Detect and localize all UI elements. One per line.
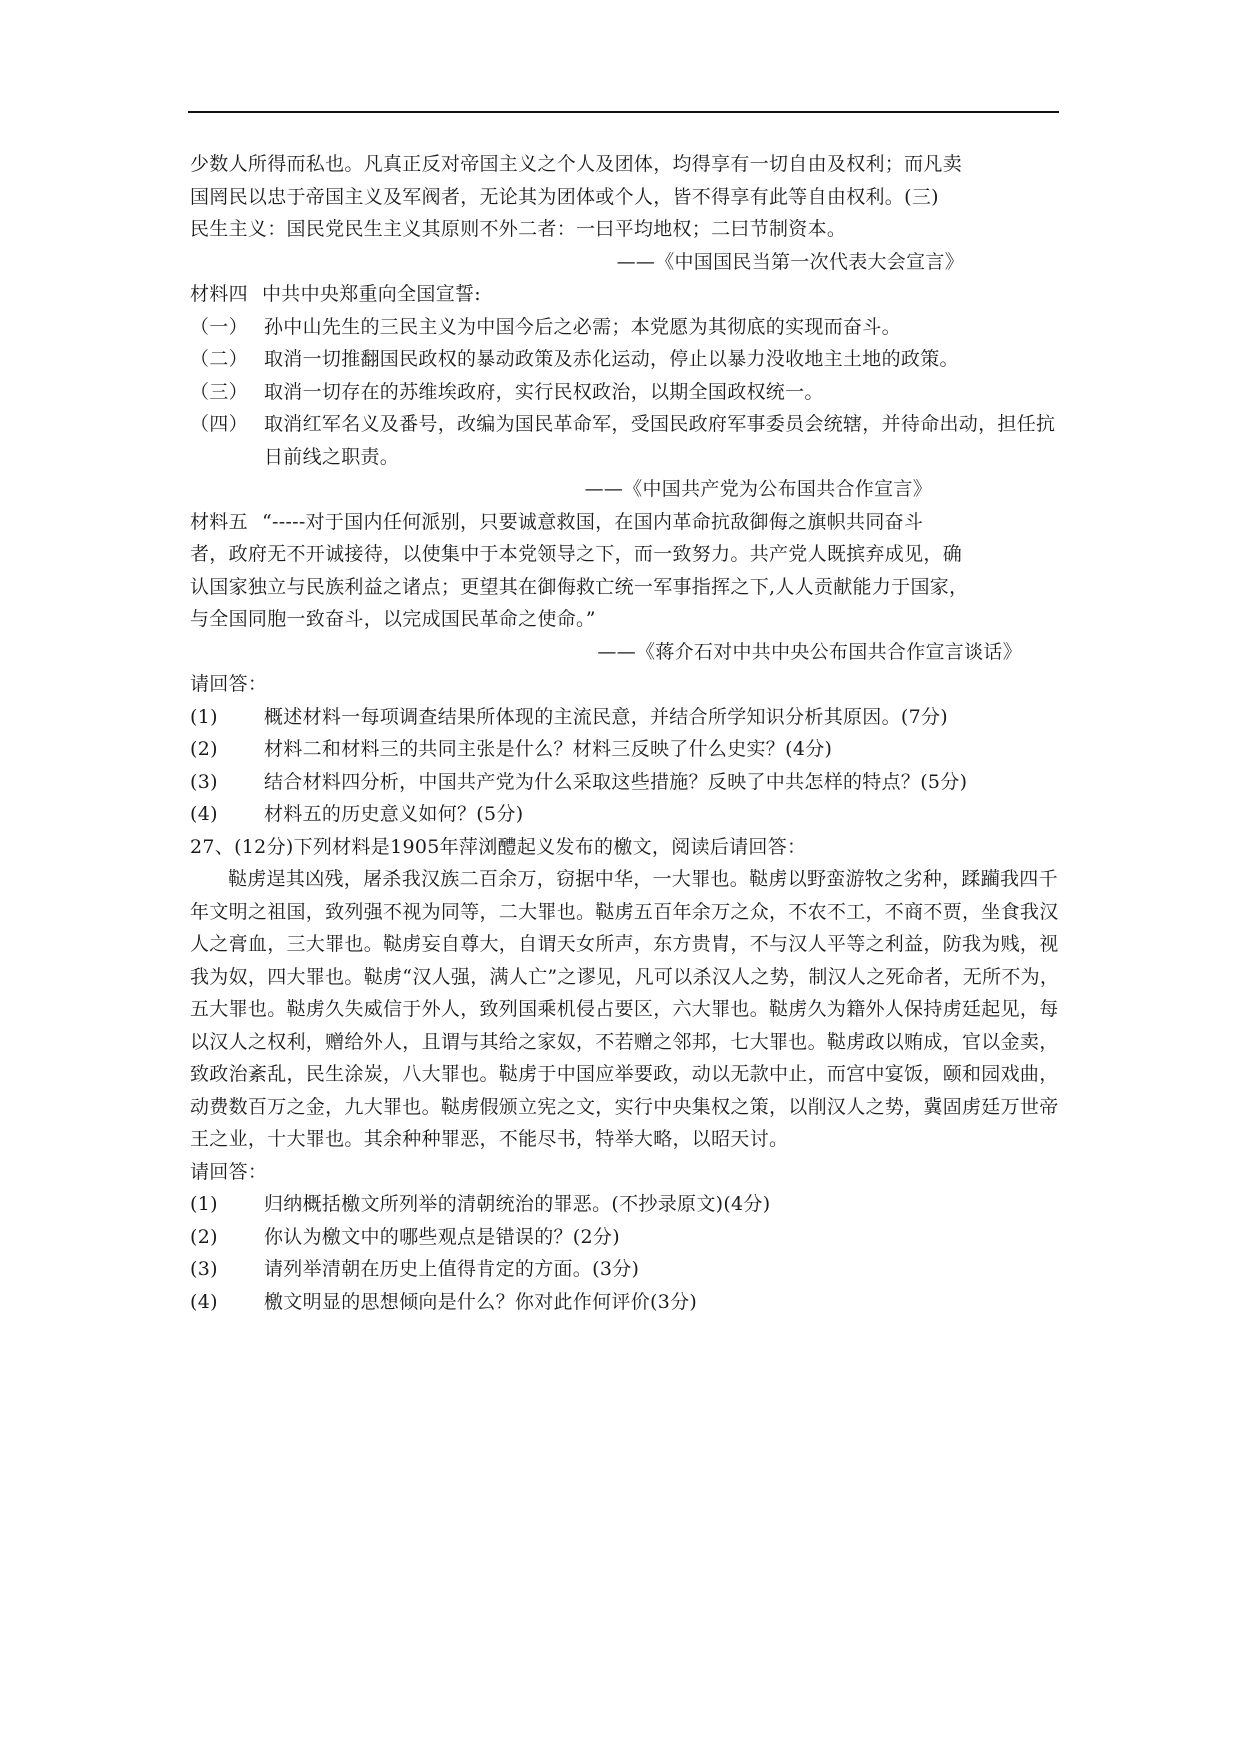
item-text: 结合材料四分析，中国共产党为什么采取这些措施？反映了中共怎样的特点？(5分) — [264, 770, 968, 793]
item-number: (1) — [190, 705, 218, 728]
item-number: （一） — [190, 315, 248, 338]
material-5-line: 与全国同胞一致奋斗，以完成国民革命之使命。” — [190, 608, 596, 630]
material-4-item — [190, 408, 1062, 473]
item-number: （三） — [190, 380, 248, 403]
item-text: 檄文明显的思想倾向是什么？你对此作何评价(3分) — [264, 1290, 698, 1313]
page-content — [190, 148, 1062, 1318]
item-text: 孙中山先生的三民主义为中国今后之必需；本党愿为其彻底的实现而奋斗。 — [264, 315, 901, 338]
material-4-intro: 中共中央郑重向全国宣誓: — [262, 283, 482, 305]
question-27-material: 鞑虏逞其凶残，屠杀我汉族二百余万，窃据中华，一大罪也。鞑虏以野蛮游牧之劣种，蹂躏我四千年文明之祖国，致列强不视为同等，二大罪也。鞑虏五百年余万之众，不农不工，不商不贾，坐食我汉人之膏血，三大罪也。鞑虏妄自尊大，自谓天女所声，东方贵胄，不与汉人平等之利益，防我为贱，视我为奴，四大罪也。鞑虏“汉人强，满人亡”之谬见，凡可以杀汉人之势，制汉人之死命者，无所不为，五大罪也。鞑虏久失威信于外人，致列国乘机侵占要区，六大罪也。鞑虏久为籍外人保持虏廷起见，每以汉人之权利，赠给外人，且谓与其给之家奴，不若赠之邻邦，七大罪也。鞑虏政以贿成，官以金卖，致政治紊乱，民生涂炭，八大罪也。鞑虏于中国应举要政，动以无款中止，而宫中宴饭，颐和园戏曲，动费数百万之金，九大罪也。鞑虏假颁立宪之文，实行中央集权之策，以削汉人之势，冀固虏廷万世帝王之业，十大罪也。其余种种罪恶，不能尽书，特举大略，以昭天讨。 — [190, 868, 1060, 1150]
material-3-attribution: ——《中国国民当第一次代表大会宣言》 — [616, 250, 964, 273]
question-26-item — [190, 733, 1062, 766]
item-text: 请列举清朝在历史上值得肯定的方面。(3分) — [264, 1258, 640, 1280]
question-26-item — [190, 766, 1062, 799]
header-rule — [188, 111, 1059, 113]
question-26-item — [190, 701, 1062, 734]
item-text: 概述材料一每项调查结果所体现的主流民意，并结合所学知识分析其原因。(7分) — [264, 705, 949, 728]
item-text: 取消一切推翻国民政权的暴动政策及赤化运动，停止以暴力没收地主土地的政策。 — [264, 348, 959, 370]
item-number: （二） — [190, 348, 248, 370]
item-number: (3) — [190, 770, 218, 793]
material-3-line: 少数人所得而私也。凡真正反对帝国主义之个人及团体，均得享有一切自由及权利；而凡卖 — [190, 153, 963, 175]
material-4-item — [190, 311, 1062, 344]
item-number: （四） — [190, 413, 248, 435]
item-text: 材料五的历史意义如何？(5分) — [264, 803, 524, 825]
question-26-item — [190, 798, 1062, 831]
item-number: (4) — [190, 803, 218, 825]
material-5-line: 者，政府无不开诚接待，以使集中于本党领导之下，而一致努力。共产党人既摈弃成见，确 — [190, 543, 963, 565]
material-4-heading — [190, 278, 1062, 311]
material-3-line: 民生主义：国民党民生主义其原则不外二者：一曰平均地权；二曰节制资本。 — [190, 218, 847, 240]
item-text: 取消一切存在的苏维埃政府，实行民权政治，以期全国政权统一。 — [264, 380, 824, 403]
material-3-line: 国罔民以忠于帝国主义及军阀者，无论其为团体或个人，皆不得享有此等自由权利。(三) — [190, 185, 939, 208]
item-number: (2) — [190, 1225, 218, 1248]
question-27-prompt: 请回答： — [190, 1160, 268, 1183]
item-number: (2) — [190, 738, 218, 760]
material-5-line: “-----对于国内任何派别，只要诚意救国，在国内革命抗敌御侮之旗帜共同奋斗 — [262, 510, 924, 533]
item-number: (4) — [190, 1290, 218, 1313]
question-27-item — [190, 1253, 1062, 1286]
item-number: (3) — [190, 1258, 218, 1280]
question-26-prompt: 请回答： — [190, 673, 268, 695]
material-5-label: 材料五 — [190, 510, 248, 533]
material-5-attribution: ——《蒋介石对中共中央公布国共合作宣言谈话》 — [597, 640, 1022, 663]
material-4-label: 材料四 — [190, 283, 248, 305]
item-text: 归纳概括檄文所列举的清朝统治的罪恶。(不抄录原文)(4分) — [264, 1193, 771, 1215]
material-5-line: 认国家独立与民族利益之诸点；更望其在御侮救亡统一军事指挥之下,人人贡献能力于国家， — [190, 575, 969, 598]
item-text: 材料二和材料三的共同主张是什么？材料三反映了什么史实？(4分) — [264, 738, 833, 760]
question-27-item — [190, 1188, 1062, 1221]
question-27-item — [190, 1286, 1062, 1319]
question-27-item — [190, 1221, 1062, 1254]
item-text: 取消红军名义及番号，改编为国民革命军，受国民政府军事委员会统辖，并待命出动，担任抗日前线之职责。 — [264, 413, 1056, 468]
material-4-item — [190, 343, 1062, 376]
material-5-first-line — [190, 506, 1062, 539]
question-27-header: 27、(12分)下列材料是1905年萍浏醴起义发布的檄文，阅读后请回答： — [190, 835, 807, 858]
material-4-item — [190, 376, 1062, 409]
item-number: (1) — [190, 1193, 218, 1215]
item-text: 你认为檄文中的哪些观点是错误的？(2分) — [264, 1225, 620, 1248]
material-4-attribution: ——《中国共产党为公布国共合作宣言》 — [584, 478, 932, 500]
